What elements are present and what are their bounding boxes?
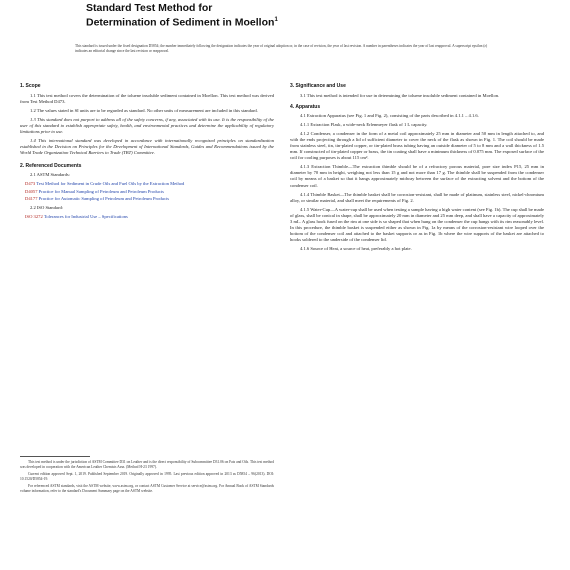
paragraph-4-1-1: 4.1.1 Extraction Flask, a wide-neck Erlenmeyer flask of 1 L capacity. xyxy=(300,122,428,128)
reference-code[interactable]: D4177 xyxy=(25,195,38,201)
paragraph-1-3: 1.3 This standard does not purport to address all of the safety concerns, if any, associated with its use. It is the responsibility of the user of this standard to establish appropriate safety, health, and environmental practices and determine the applicability of regulatory limitations prior to use. xyxy=(20,116,274,134)
paragraph-4-1-3: 4.1.3 Extraction Thimble—The extraction thimble should be of a refractory porous material, pore size index P15, 25 mm in diameter by 70 mm in height, weighing not less than 15 g and not more than 17 g. The thimble shall be suspended from the condenser coil by means of a basket so that it hangs approximately midway between the surface of the extracting solvent and the bottom of the condenser coil. xyxy=(290,164,544,188)
reference-title[interactable]: Tolerances for Industrial Use – Specifications xyxy=(43,213,128,219)
section-heading-referenced-documents: 2. Referenced Documents xyxy=(20,162,82,169)
reference-code[interactable]: ISO 3272 xyxy=(25,213,43,219)
paragraph-4-1: 4.1 Extraction Apparatus (see Fig. 1 and Fig. 2), consisting of the parts described in 4.1.1 – 4.1.6. xyxy=(300,113,479,119)
left-column xyxy=(20,83,274,221)
document-title xyxy=(86,2,506,29)
paragraph-2-1: 2.1 ASTM Standards: xyxy=(30,172,70,178)
section-heading-apparatus: 4. Apparatus xyxy=(290,103,321,110)
reference-code[interactable]: D473 xyxy=(25,181,36,187)
title-footnote-mark: 1 xyxy=(274,17,278,23)
section-heading-significance: 3. Significance and Use xyxy=(290,83,346,89)
paragraph-2-2: 2.2 ISO Standard: xyxy=(30,204,64,210)
paragraph-1-1: 1.1 This test method covers the determination of the toluene insoluble sediment contained in Moellon. This test method was derived from Test Method D473. xyxy=(20,92,274,104)
footnotes xyxy=(20,460,274,496)
footnote-divider xyxy=(20,456,90,457)
reference-title[interactable]: Practice for Manual Sampling of Petroleum and Petroleum Products xyxy=(38,188,164,194)
paragraph-1-4: 1.4 This international standard was developed in accordance with internationally recognized principles on standardization established in the Decision on Principles for the Development of International Standards, Guides and Recommendations issued by the World Trade Organization Technical Barriers to Trade (TBT) Committee. xyxy=(20,137,274,155)
iso-reference-item[interactable] xyxy=(25,213,274,220)
paragraph-4-1-2: 4.1.2 Condenser, a condenser in the form of a metal coil approximately 25 mm in diameter and 50 mm in length attached to, and with the ends projecting through a lid of sufficient diameter to cover the neck of the flask as shown in Fig. 1. The coil should be made from stainless steel, tin, tin-plated copper, or tin-plated brass tubing having an outside diameter of 5 to 8 mm and a wall thickness of 1.5 mm. If constructed of tin-plated copper or brass, the tin coating shall have a minimum thickness of 0.075 mm. The exposed surface of the coil for cooling purposes is about 115 cm². xyxy=(290,131,544,161)
reference-item[interactable] xyxy=(25,181,274,187)
paragraph-1-2: 1.2 The values stated in SI units are to be regarded as standard. No other units of measurement are included in this standard. xyxy=(30,107,258,113)
footnote-3: For referenced ASTM standards, visit the ASTM website, www.astm.org, or contact ASTM Customer Service at service@astm.org. For Annual Book of ASTM Standards volume information, refer to the standard's Document Summary page on the ASTM website. xyxy=(20,484,274,493)
section-heading-scope: 1. Scope xyxy=(20,83,41,89)
paragraph-4-1-6: 4.1.6 Source of Heat, a source of heat, preferably a hot plate. xyxy=(300,245,412,251)
reference-item[interactable] xyxy=(25,188,274,195)
title-line-2: Determination of Sediment in Moellon xyxy=(86,16,275,29)
reference-title[interactable]: Practice for Automatic Sampling of Petroleum and Petroleum Products xyxy=(38,195,170,201)
right-column xyxy=(290,83,544,255)
paragraph-3-1: 3.1 This test method is intended for use in determining the toluene insoluble sediment contained in Moellon. xyxy=(300,92,500,98)
standard-designation-note: This standard is issued under the fixed designation D5854; the number immediately following the designation indicates the year of original adoption or, in the case of revision, the year of last revision. A number in parentheses indicates the year of last reapproval. A superscript epsilon (ε) indicates an editorial change since the last revision or reapproval. xyxy=(75,44,488,54)
title-line-1: Standard Test Method for xyxy=(86,2,213,14)
reference-item[interactable] xyxy=(25,195,274,202)
paragraph-4-1-5: 4.1.5 Water-Cup—A water-cup shall be used when testing a sample having a high water content (see Fig. 1b). The cup shall be made of glass, shall be conical in shape, shall be approximately 20 mm in diameter and 25 mm deep, and shall have a capacity of approximately 3 mL. A glass hook fused on the rim at one side is so shaped that when hung on the condenser the cup hangs with its rim reasonably level. In this procedure, the thimble basket is suspended either as shown in Fig. 1a by means of the corrosion-resistant wire looped over the bottom of the condenser coil and attached to the basket supports or as in Fig. 1b where the wire supports of the basket are attached to hooks soldered to the underside of the condenser lid. xyxy=(290,206,544,242)
footnote-2: Current edition approved Sept. 1, 2019. Published September 2019. Originally approved in 1995. Last previous edition approved in 2013 as D5854 – 96(2013). DOI: 10.1520/D5854-19. xyxy=(20,472,274,481)
reference-code[interactable]: D4057 xyxy=(25,188,38,194)
reference-title[interactable]: Test Method for Sediment in Crude Oils and Fuel Oils by the Extraction Method xyxy=(36,181,185,187)
paragraph-4-1-4: 4.1.4 Thimble Basket—The thimble basket shall be corrosion-resistant, shall be made of platinum, stainless steel, nickel-chromium alloy, or similar material, and shall meet the requirements of Fig. 2. xyxy=(290,191,544,203)
footnote-1: This test method is under the jurisdiction of ASTM Committee D31 on Leather and is the direct responsibility of Subcommittee D31.06 on Fats and Oils. This test method was developed in cooperation with the American Leather Chemists Assn. (Method H-23 1997). xyxy=(20,460,274,469)
